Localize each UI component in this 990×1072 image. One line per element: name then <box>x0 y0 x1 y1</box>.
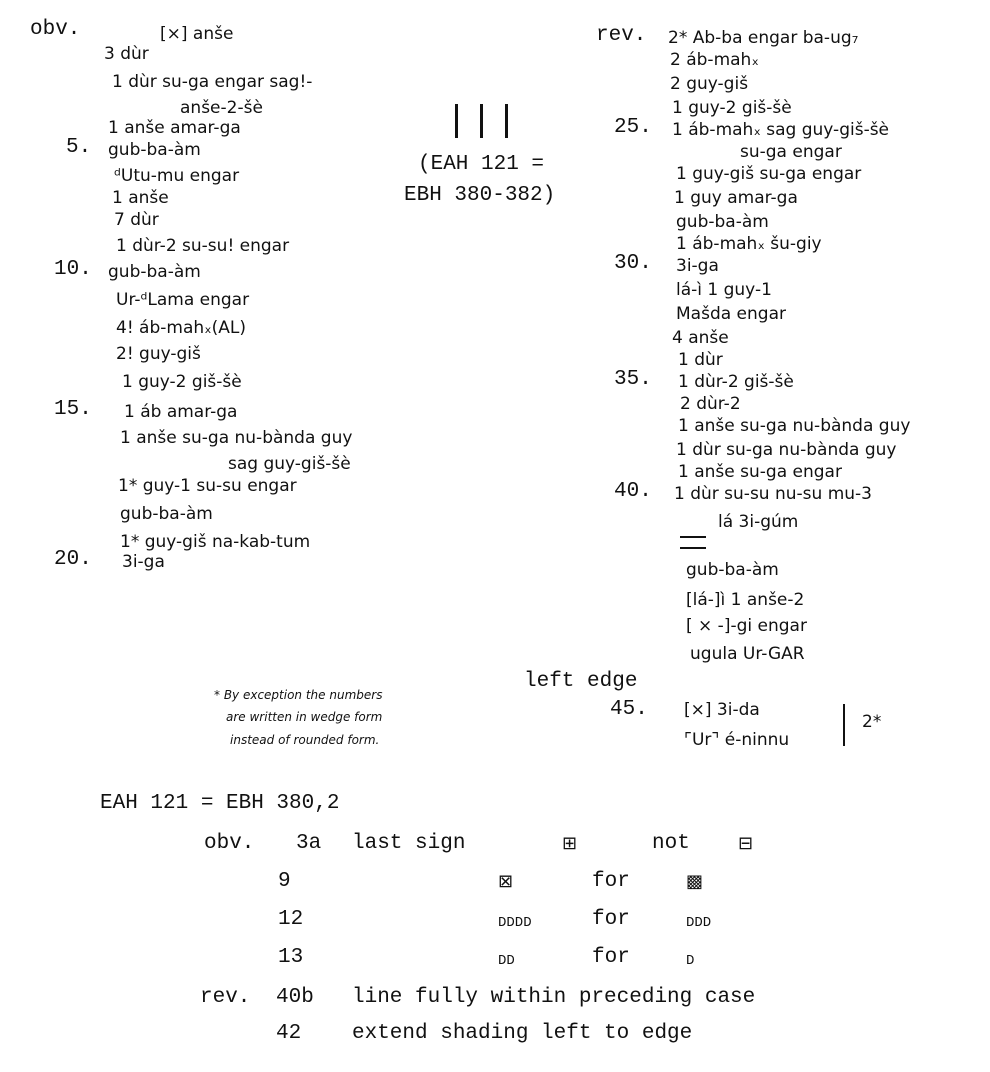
correction-line-number: 13 <box>278 946 304 969</box>
reverse-line: su-ga engar <box>740 142 842 162</box>
reverse-line: lá-ì 1 guy-1 <box>676 280 772 300</box>
reverse-line: 1 dùr-2 giš-šè <box>678 372 794 392</box>
obverse-line: 1 dùr su-ga engar sag!- <box>112 72 313 92</box>
reverse-line: 1 anše su-ga nu-bànda guy <box>678 416 911 436</box>
reverse-line-number: 30. <box>614 252 652 275</box>
reverse-line-number: 40. <box>614 480 652 503</box>
corrections-obv-label: obv. <box>204 832 255 855</box>
correction-rev-text: extend shading left to edge <box>352 1022 693 1045</box>
plate-numeral <box>450 104 520 138</box>
reverse-line: ugula Ur-GAR <box>690 644 805 664</box>
reverse-line-number: 35. <box>614 368 652 391</box>
correction-rev-text: line fully within preceding case <box>352 986 756 1009</box>
reverse-line: [ × -]-gi engar <box>686 616 807 636</box>
obverse-label: obv. <box>30 18 81 41</box>
plate-ref-line1: (EAH 121 = <box>418 153 545 176</box>
obverse-line: Ur-ᵈLama engar <box>116 290 250 310</box>
obverse-line-number: 10. <box>54 258 92 281</box>
correction-relation: for <box>592 870 630 893</box>
obverse-line: sag guy-giš-šè <box>228 454 351 474</box>
obverse-line: 2! guy-giš <box>116 344 201 364</box>
case-divider <box>680 536 706 549</box>
correction-sign-old: ⊠ <box>498 871 514 892</box>
obverse-line: 7 dùr <box>114 210 159 230</box>
numeral-stroke-3 <box>505 104 508 138</box>
numeral-stroke-1 <box>455 104 458 138</box>
footnote-line3: instead of rounded form. <box>230 733 380 747</box>
reverse-line: 1 áb-mahₓ sag guy-giš-šè <box>672 120 890 140</box>
obverse-line: 4! áb-mahₓ(AL) <box>116 318 247 338</box>
obverse-line: 1 anše amar-ga <box>108 118 241 138</box>
left-edge-mark: 2* <box>862 712 882 732</box>
reverse-label: rev. <box>596 24 647 47</box>
left-edge-line2: ⌜Ur⌝ é-ninnu <box>684 730 790 750</box>
obverse-line: 3 dùr <box>104 44 149 64</box>
correction-relation: for <box>592 946 630 969</box>
plate-ref-line2: EBH 380-382) <box>404 184 556 207</box>
obverse-line: 1* guy-giš na-kab-tum <box>120 532 311 552</box>
correction-line-number: 9 <box>278 870 291 893</box>
correction-sign-old: DDDD <box>498 915 532 931</box>
correction-sign-new: ⊟ <box>738 833 754 854</box>
obverse-line-number: 5. <box>66 136 92 159</box>
correction-rev-line-number: 42 <box>276 1022 302 1045</box>
obverse-line: [×] anše <box>160 24 234 44</box>
reverse-line: 1 dùr <box>678 350 723 370</box>
obverse-line: 1 guy-2 giš-šè <box>122 372 242 392</box>
corrections-heading: EAH 121 = EBH 380,2 <box>100 792 340 815</box>
obverse-line: ᵈUtu-mu engar <box>114 166 240 186</box>
reverse-line: gub-ba-àm <box>676 212 769 232</box>
correction-sign-new: ▩ <box>686 871 704 892</box>
reverse-line: 2 guy-giš <box>670 74 749 94</box>
obverse-line: 1 anše su-ga nu-bànda guy <box>120 428 353 448</box>
reverse-line: 1 guy-giš su-ga engar <box>676 164 862 184</box>
reverse-line: 1 dùr su-su nu-su mu-3 <box>674 484 872 504</box>
obverse-line: 1* guy-1 su-su engar <box>118 476 297 496</box>
left-edge-line-number: 45. <box>610 698 648 721</box>
reverse-line: 3i-ga <box>676 256 719 276</box>
reverse-line: 2* Ab-ba engar ba-ug₇ <box>668 28 859 48</box>
numeral-stroke-2 <box>480 104 483 138</box>
reverse-line: 1 áb-mahₓ šu-giy <box>676 234 822 254</box>
correction-rev-line-number: 40b <box>276 986 314 1009</box>
obverse-line-number: 15. <box>54 398 92 421</box>
correction-sign-old: ⊞ <box>562 833 578 854</box>
obverse-line: gub-ba-àm <box>120 504 213 524</box>
reverse-line-number: 25. <box>614 116 652 139</box>
reverse-line: Mašda engar <box>676 304 786 324</box>
reverse-line: lá 3i-gúm <box>718 512 799 532</box>
footnote-line1: * By exception the numbers <box>214 688 383 702</box>
left-edge-label: left edge <box>524 670 638 693</box>
corrections-rev-label: rev. <box>200 986 251 1009</box>
reverse-line: 2 dùr-2 <box>680 394 741 414</box>
obverse-line: 1 dùr-2 su-su! engar <box>116 236 290 256</box>
reverse-line: 2 áb-mahₓ <box>670 50 759 70</box>
reverse-line: 1 anše su-ga engar <box>678 462 842 482</box>
correction-text: last sign <box>352 832 466 855</box>
reverse-line: 4 anše <box>672 328 729 348</box>
obverse-line: 1 anše <box>112 188 169 208</box>
obverse-line: 3i-ga <box>122 552 165 572</box>
reverse-line: 1 guy-2 giš-šè <box>672 98 792 118</box>
correction-relation: for <box>592 908 630 931</box>
reverse-line: 1 guy amar-ga <box>674 188 798 208</box>
correction-sign-old: DD <box>498 953 515 969</box>
left-edge-line1: [×] 3i-da <box>684 700 760 720</box>
obverse-line-number: 20. <box>54 548 92 571</box>
correction-line-number: 3a <box>296 832 322 855</box>
obverse-line: 1 áb amar-ga <box>124 402 238 422</box>
left-edge-divider <box>843 704 845 746</box>
correction-line-number: 12 <box>278 908 304 931</box>
obverse-line: anše-2-šè <box>180 98 263 118</box>
correction-sign-new: DDD <box>686 915 712 931</box>
reverse-line: 1 dùr su-ga nu-bànda guy <box>676 440 897 460</box>
correction-sign-new: D <box>686 953 695 969</box>
obverse-line: gub-ba-àm <box>108 262 201 282</box>
correction-relation: not <box>652 832 690 855</box>
footnote-line2: are written in wedge form <box>226 710 383 724</box>
obverse-line: gub-ba-àm <box>108 140 201 160</box>
reverse-line: [lá-]ì 1 anše-2 <box>686 590 805 610</box>
reverse-line: gub-ba-àm <box>686 560 779 580</box>
